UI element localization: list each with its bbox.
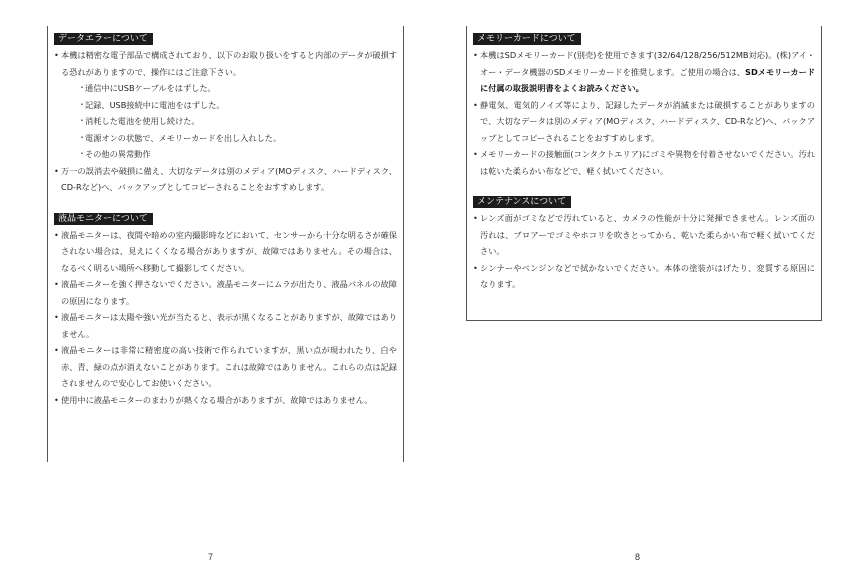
section-heading-lcd-monitor: 液晶モニターについて xyxy=(54,213,153,225)
memory-card-section xyxy=(473,26,815,179)
list-item-emphasis: SDメモリーカードに付属の取扱説明書をよくお読みください。 xyxy=(480,66,816,93)
list-item-text: 本機はSDメモリーカード(別売)を使用できます(32/64/128/256/512MB対応)。(株)アイ・オー・データ機器のSDメモリーカードを推奨します。ご使用の場合は、 xyxy=(480,50,815,77)
data-error-section xyxy=(54,26,397,196)
sub-list-item: ・ 通信中にUSBケーブルをはずした。 xyxy=(54,80,397,97)
lcd-monitor-section xyxy=(54,206,397,409)
left-column xyxy=(47,26,404,462)
list-item: • レンズ面がゴミなどで汚れていると、カメラの性能が十分に発揮できません。レンズ面の汚れは、ブロアーでゴミやホコリを吹きとってから、乾いた柔らかい布で軽く拭いてください。 xyxy=(473,210,815,260)
sub-list-item: ・ 消耗した電池を使用し続けた。 xyxy=(54,113,397,130)
right-column xyxy=(466,26,822,321)
right-page xyxy=(426,0,851,582)
list-item: • メモリーカードの接触面(コンタクトエリア)にゴミや異物を付着させないでください。汚れは乾いた柔らかい布などで、軽く拭いてください。 xyxy=(473,146,815,179)
left-page xyxy=(0,0,425,582)
section-heading-maintenance: メンテナンスについて xyxy=(473,196,571,208)
section-heading-data-error: データエラーについて xyxy=(54,33,153,45)
page-number: 8 xyxy=(635,552,641,562)
sub-list-item: ・ 電源オンの状態で、メモリーカードを出し入れした。 xyxy=(54,130,397,147)
list-item: • 使用中に液晶モニターのまわりが熱くなる場合がありますが、故障ではありません。 xyxy=(54,392,397,409)
list-item: • 万一の誤消去や破損に備え、大切なデータは別のメディア(MOディスク、ハードディスク、CD-Rなど)へ、バックアップとしてコピーされることをおすすめします。 xyxy=(54,163,397,196)
sub-list-item: ・ その他の異常動作 xyxy=(54,146,397,163)
list-item: • 液晶モニターは太陽や強い光が当たると、表示が黒くなることがありますが、故障ではありません。 xyxy=(54,309,397,342)
list-item: • 本機は精密な電子部品で構成されており、以下のお取り扱いをすると内部のデータが破損する恐れがありますので、操作にはご注意下さい。 xyxy=(54,47,397,80)
section-heading-memory-card: メモリーカードについて xyxy=(473,33,581,45)
list-item: • 液晶モニターは、夜間や暗めの室内撮影時などにおいて、センサーから十分な明るさが確保されない場合は、見えにくくなる場合がありますが、故障ではありません。その場合は、なるべく明るい場所へ移動して撮影してください。 xyxy=(54,227,397,277)
list-item: • 液晶モニターを強く押さないでください。液晶モニターにムラが出たり、液晶パネルの故障の原因になります。 xyxy=(54,276,397,309)
sub-list-item: ・ 記録、USB接続中に電池をはずした。 xyxy=(54,97,397,114)
list-item: • シンナーやベンジンなどで拭かないでください。本体の塗装がはげたり、変質する原因になります。 xyxy=(473,260,815,293)
maintenance-section xyxy=(473,189,815,293)
list-item xyxy=(473,47,815,97)
list-item: • 静電気、電気的ノイズ等により、記録したデータが消滅または破損することがありますので、大切なデータは別のメディア(MOディスク、ハードディスク、CD-Rなど)へ、バックアップとしてコピーされることをおすすめします。 xyxy=(473,97,815,147)
list-item: • 液晶モニターは非常に精密度の高い技術で作られていますが、黒い点が現われたり、白や 赤、青、緑の点が消えないことがあります。これは故障ではありません。これらの点は記録されませんので安心してお使いください。 xyxy=(54,342,397,392)
page-number: 7 xyxy=(208,552,214,562)
